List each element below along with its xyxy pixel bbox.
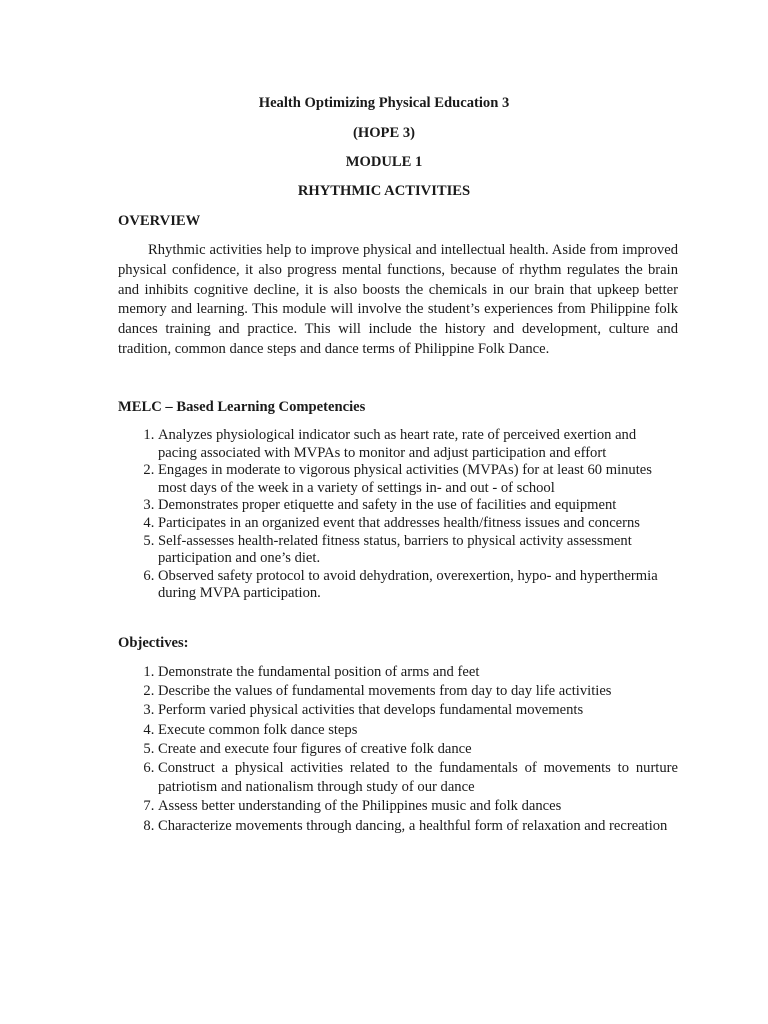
list-item: 7. Assess better understanding of the Philippines music and folk dances	[158, 797, 678, 816]
list-item: 4. Execute common folk dance steps	[158, 721, 678, 740]
list-item: 5. Create and execute four figures of creative folk dance	[158, 740, 678, 759]
list-item: 6. Observed safety protocol to avoid dehydration, overexertion, hypo- and hyperthermia during MVPA participation.	[158, 568, 678, 603]
overview-heading: OVERVIEW	[118, 213, 201, 229]
list-item: 6. Construct a physical activities related to the fundamentals of movements to nurture patriotism and nationalism through study of our dance	[158, 759, 678, 797]
list-item: 3. Demonstrates proper etiquette and safety in the use of facilities and equipment	[158, 497, 678, 515]
objectives-heading: Objectives:	[118, 635, 189, 651]
module-number: MODULE 1	[345, 154, 423, 170]
document-title: Health Optimizing Physical Education 3	[258, 95, 510, 111]
list-item: 1. Demonstrate the fundamental position of arms and feet	[158, 663, 678, 682]
list-item: 8. Characterize movements through dancing, a healthful form of relaxation and recreation	[158, 817, 678, 836]
list-item: 3. Perform varied physical activities that develops fundamental movements	[158, 701, 678, 720]
document-subtitle: (HOPE 3)	[352, 125, 416, 141]
objectives-list	[118, 663, 678, 836]
list-item: 1. Analyzes physiological indicator such as heart rate, rate of perceived exertion and pacing associated with MVPAs to monitor and adjust participation and effort	[158, 427, 678, 462]
list-item: 5. Self-assesses health-related fitness status, barriers to physical activity assessment participation and one’s diet.	[158, 533, 678, 568]
list-item: 2. Describe the values of fundamental movements from day to day life activities	[158, 682, 678, 701]
module-title: RHYTHMIC ACTIVITIES	[297, 183, 471, 199]
list-item: 4. Participates in an organized event that addresses health/fitness issues and concerns	[158, 515, 678, 533]
list-item: 2. Engages in moderate to vigorous physical activities (MVPAs) for at least 60 minutes most days of the week in a variety of settings in- and out - of school	[158, 462, 678, 497]
melc-heading: MELC – Based Learning Competencies	[118, 399, 366, 415]
overview-paragraph: Rhythmic activities help to improve physical and intellectual health. Aside from improved physical confidence, it also progress mental functions, because of rhythm regulates the brain and inhibits cognitive decline, it is also boosts the chemicals in our brain that upkeep better memory and learning. This module will involve the student’s experiences from Philippine folk dances training and practice. This will include the history and development, culture and tradition, common dance steps and dance terms of Philippine Folk Dance.	[118, 242, 678, 357]
melc-list	[118, 427, 678, 603]
